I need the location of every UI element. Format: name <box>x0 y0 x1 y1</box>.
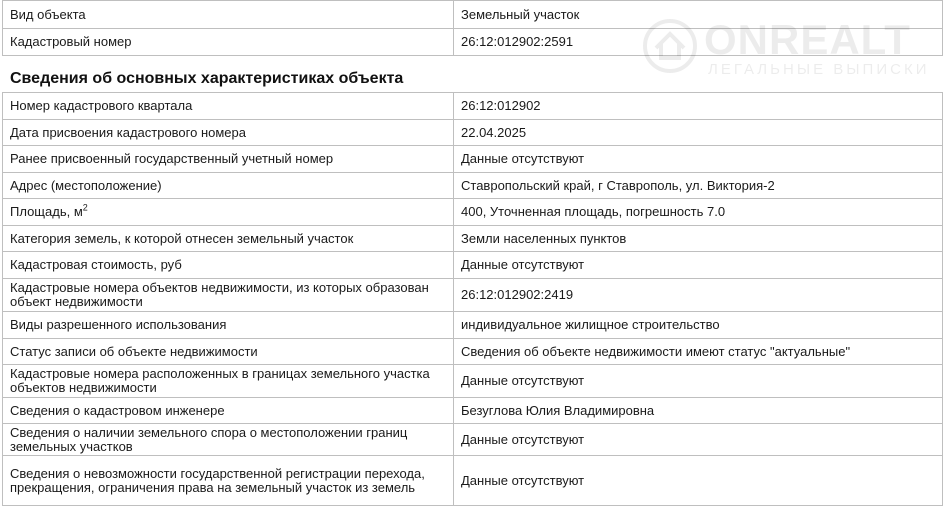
table-row <box>3 456 943 506</box>
table-row <box>3 424 943 456</box>
row-value: Данные отсутствуют <box>454 146 943 173</box>
table-row <box>3 312 943 339</box>
row-value: 26:12:012902:2419 <box>454 279 943 312</box>
row-label: Дата присвоения кадастрового номера <box>3 120 454 146</box>
row-value: индивидуальное жилищное строительство <box>454 312 943 339</box>
table-row <box>3 146 943 173</box>
row-value: 26:12:012902:2591 <box>454 29 943 56</box>
row-value: Ставропольский край, г Ставрополь, ул. Виктория-2 <box>454 173 943 199</box>
table-row <box>3 365 943 398</box>
table-row <box>3 398 943 424</box>
row-value: Данные отсутствуют <box>454 424 943 456</box>
row-label: Кадастровая стоимость, руб <box>3 252 454 279</box>
table-row <box>3 199 943 226</box>
row-label: Категория земель, к которой отнесен земельный участок <box>3 226 454 252</box>
table-row <box>3 252 943 279</box>
row-label: Виды разрешенного использования <box>3 312 454 339</box>
row-value: Данные отсутствуют <box>454 365 943 398</box>
row-label: Сведения о наличии земельного спора о местоположении границ земельных участков <box>3 424 454 456</box>
row-value: 400, Уточненная площадь, погрешность 7.0 <box>454 199 943 226</box>
table-row <box>3 173 943 199</box>
table-row <box>3 339 943 365</box>
row-value: Земли населенных пунктов <box>454 226 943 252</box>
row-value: 26:12:012902 <box>454 93 943 120</box>
table-row <box>3 120 943 146</box>
row-label: Кадастровый номер <box>3 29 454 56</box>
row-label: Сведения о невозможности государственной регистрации перехода, прекращения, ограничения права на земельный участок из земель <box>3 456 454 506</box>
row-value: Земельный участок <box>454 1 943 29</box>
table-row <box>3 29 943 56</box>
section-title: Сведения об основных характеристиках объекта <box>10 70 404 87</box>
row-value: Сведения об объекте недвижимости имеют статус "актуальные" <box>454 339 943 365</box>
row-value: Данные отсутствуют <box>454 252 943 279</box>
row-label: Статус записи об объекте недвижимости <box>3 339 454 365</box>
row-value: 22.04.2025 <box>454 120 943 146</box>
table-row <box>3 226 943 252</box>
row-label: Адрес (местоположение) <box>3 173 454 199</box>
watermark-subtitle: ЛЕГАЛЬНЫЕ ВЫПИСКИ <box>708 61 930 78</box>
row-label: Номер кадастрового квартала <box>3 93 454 120</box>
row-label: Ранее присвоенный государственный учетный номер <box>3 146 454 173</box>
object-summary-table <box>2 0 943 56</box>
row-value: Безуглова Юлия Владимировна <box>454 398 943 424</box>
row-label: Сведения о кадастровом инженере <box>3 398 454 424</box>
area-label: Площадь, м <box>10 204 83 219</box>
table-row <box>3 279 943 312</box>
table-row <box>3 93 943 120</box>
row-value: Данные отсутствуют <box>454 456 943 506</box>
area-unit-superscript: 2 <box>82 202 88 213</box>
row-label: Кадастровые номера расположенных в границах земельного участка объектов недвижимости <box>3 365 454 398</box>
row-label: Кадастровые номера объектов недвижимости, из которых образован объект недвижимости <box>3 279 454 312</box>
watermark-brand: ONREALT <box>704 16 911 63</box>
characteristics-table <box>2 92 943 506</box>
table-row <box>3 1 943 29</box>
row-label <box>3 199 454 226</box>
row-label: Вид объекта <box>3 1 454 29</box>
